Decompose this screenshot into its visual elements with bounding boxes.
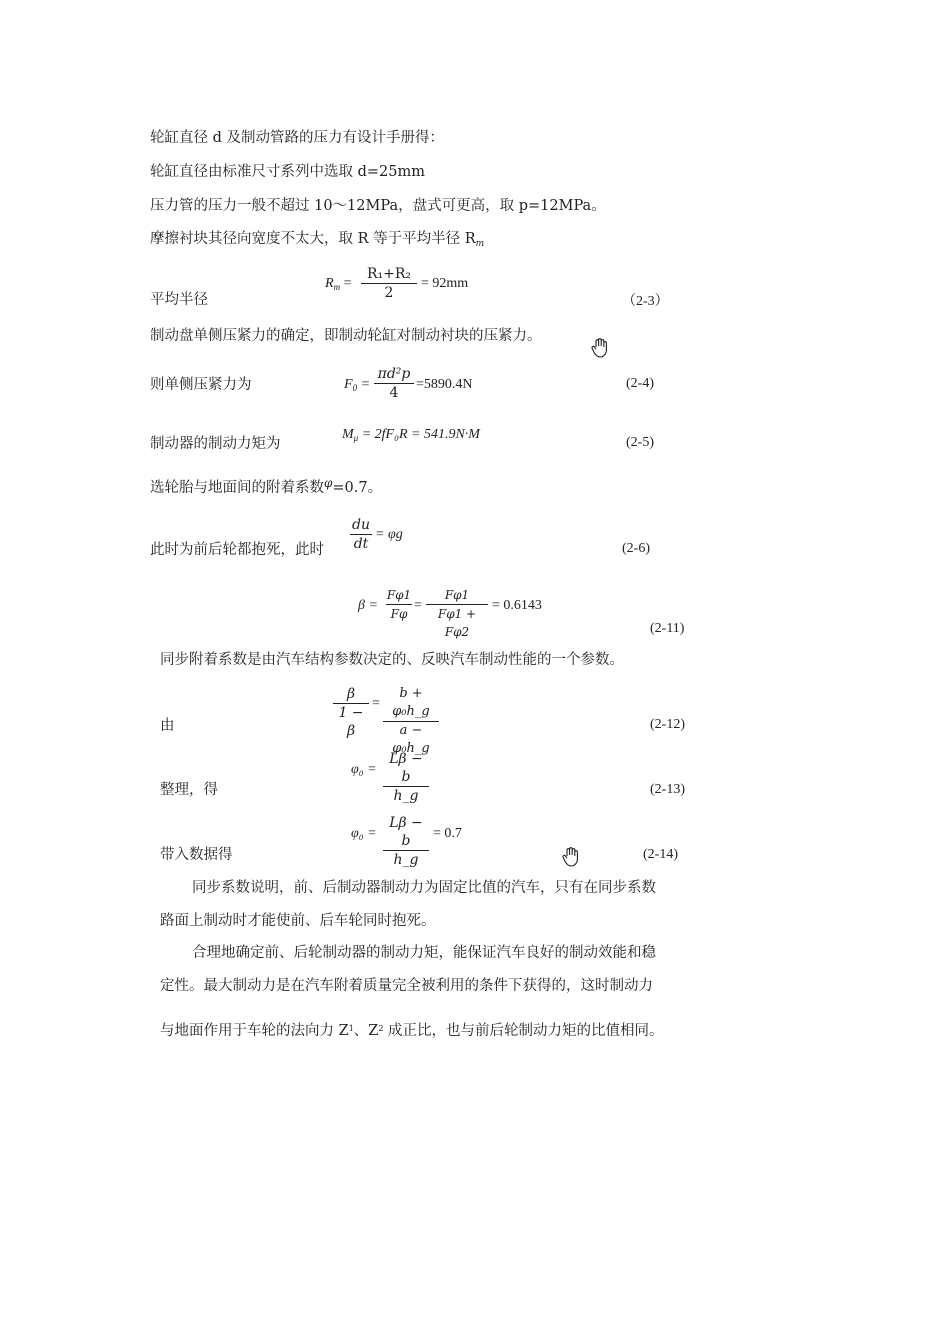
force-label: 则单侧压紧力为 (150, 377, 252, 393)
paragraph-1-line-2: 路面上制动时才能使前、后车轮同时抱死。 (160, 913, 436, 929)
hand-cursor-icon (590, 337, 610, 359)
eq-2-14-fraction: Lβ − b h_g (383, 814, 429, 869)
eq-2-11-lhs: β = (358, 598, 378, 613)
eq-2-14-rhs: = 0.7 (433, 826, 462, 841)
text-line-6: 制动盘单侧压紧力的确定，即制动轮缸对制动衬块的压紧力。 (150, 328, 542, 344)
eq-2-11-fraction-1: Fφ1 Fφ (386, 588, 412, 621)
eq-2-4-fraction: πd²p 4 (374, 365, 414, 402)
text-line-4 (150, 229, 484, 254)
eq-2-4-number: (2-4) (626, 376, 654, 391)
adhesion-line: 选轮胎与地面间的附着系数$^\varphi$=0.7。 (150, 476, 383, 496)
eq-2-12-fraction-1: β 1 − β (333, 685, 369, 740)
text-line-2: 轮缸直径由标准尺寸系列中选取 d=25mm (150, 164, 425, 180)
substitute-label: 带入数据得 (160, 847, 233, 863)
arrange-label: 整理，得 (160, 782, 218, 798)
torque-label: 制动器的制动力矩为 (150, 436, 281, 452)
paragraph-2-line-2: 定性。最大制动力是在汽车附着质量完全被利用的条件下获得的，这时制动力 (160, 978, 653, 994)
hand-cursor-icon (561, 846, 581, 868)
sync-definition: 同步附着系数是由汽车结构参数决定的、反映汽车制动性能的一个参数。 (160, 652, 624, 668)
text-line-1: 轮缸直径 d 及制动管路的压力有设计手册得： (150, 130, 444, 146)
eq-2-11-rhs: = 0.6143 (492, 598, 542, 613)
lock-label: 此时为前后轮都抱死，此时 (150, 542, 324, 558)
eq-2-13-fraction: Lβ − b h_g (383, 750, 429, 805)
eq-2-11-number: (2-11) (650, 621, 685, 636)
eq-2-3-rhs: = 92mm (421, 276, 469, 291)
eq-2-12-fraction-2: b + φ₀h_g a − φ₀h_g (383, 685, 439, 758)
eq-2-12-equals: = (372, 696, 380, 711)
eq-2-3-lhs: $R_m$ = (325, 276, 352, 292)
eq-2-5-number: (2-5) (626, 435, 654, 450)
eq-2-3-number: （2-3） (622, 294, 669, 309)
eq-2-14-number: (2-14) (643, 847, 678, 862)
paragraph-2-line-3: 与地面作用于车轮的法向力 $Z^1$、$Z^2$ 成正比，也与前后轮制动力矩的比值相同。 (160, 1023, 664, 1039)
text-line-3: 压力管的压力一般不超过 10～12MPa，盘式可更高，取 p=12MPa。 (150, 198, 606, 214)
eq-2-13-lhs: φ₀ = (351, 762, 377, 777)
eq-2-6-number: (2-6) (622, 541, 650, 556)
eq-2-4-lhs: $F_0$ = (344, 377, 371, 393)
paragraph-1-line-1: 同步系数说明，前、后制动器制动力为固定比值的汽车，只有在同步系数 (192, 880, 656, 896)
eq-2-12-number: (2-12) (650, 717, 685, 732)
eq-2-14-lhs: φ₀ = (351, 826, 377, 841)
eq-2-5: $M_\mu = 2fF_0R = 541.9N\cdot M$ (342, 427, 480, 443)
eq-2-11-fraction-2: Fφ1 Fφ1 + Fφ2 (426, 586, 488, 641)
eq-2-11-equals: = (414, 598, 422, 613)
text-line-4-sub: m (475, 239, 485, 249)
eq-2-13-number: (2-13) (650, 782, 685, 797)
eq-2-4-rhs: =5890.4N (416, 377, 473, 392)
eq-2-3-fraction: R₁+R₂ 2 (361, 265, 417, 302)
avg-radius-label: 平均半径 (150, 292, 208, 308)
text-line-4-main: 摩擦衬块其径向宽度不太大，取 R 等于平均半径 R (150, 231, 476, 247)
eq-2-6-fraction: du dt (350, 516, 372, 553)
by-label: 由 (160, 718, 175, 734)
paragraph-2-line-1: 合理地确定前、后轮制动器的制动力矩，能保证汽车良好的制动效能和稳 (192, 945, 656, 961)
eq-2-6-rhs: = φg (375, 527, 403, 542)
